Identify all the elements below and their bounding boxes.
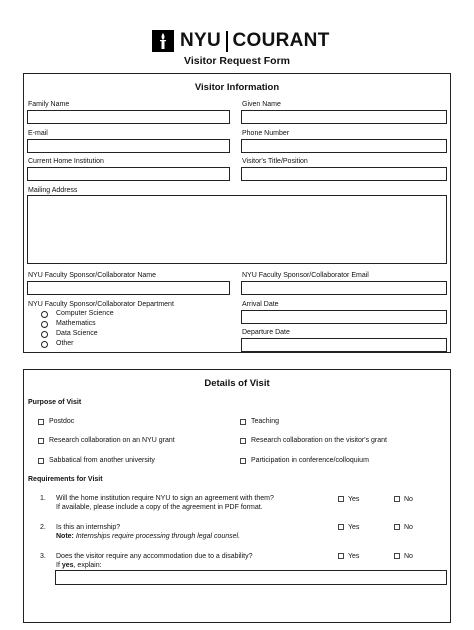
arrival-date-label: Arrival Date <box>242 301 279 308</box>
requirement-question: Is this an internship? <box>56 524 121 531</box>
requirement-1-yes-checkbox[interactable] <box>338 496 344 502</box>
sponsor-email-field[interactable] <box>241 281 447 295</box>
yes-label: Yes <box>348 524 360 531</box>
department-radio-data-science[interactable] <box>41 331 48 338</box>
department-radio-mathematics[interactable] <box>41 321 48 328</box>
mailing-address-field[interactable] <box>27 195 447 264</box>
requirement-question: Does the visitor require any accommodation due to a disability? <box>56 553 253 560</box>
yes-label: Yes <box>348 496 360 503</box>
details-of-visit-heading: Details of Visit <box>204 378 270 389</box>
requirement-number: 2. <box>40 524 46 531</box>
purpose-checkbox-postdoc[interactable] <box>38 419 44 425</box>
visitor-title-field[interactable] <box>241 167 447 181</box>
explain-prompt <box>56 561 102 570</box>
purpose-option-label: Teaching <box>251 418 280 425</box>
department-radio-other[interactable] <box>41 341 48 348</box>
requirement-number: 1. <box>40 495 46 502</box>
family-name-field[interactable] <box>27 110 230 124</box>
requirement-3-no-checkbox[interactable] <box>394 553 400 559</box>
form-title: Visitor Request Form <box>184 55 290 67</box>
requirement-instruction: If available, please include a copy of the agreement in PDF format. <box>56 504 263 511</box>
given-name-field[interactable] <box>241 110 447 124</box>
phone-field[interactable] <box>241 139 447 153</box>
home-institution-field[interactable] <box>27 167 230 181</box>
requirement-2-no-checkbox[interactable] <box>394 524 400 530</box>
department-option-label: Data Science <box>56 330 98 337</box>
requirement-3-yes-checkbox[interactable] <box>338 553 344 559</box>
no-label: No <box>404 496 413 503</box>
requirement-number: 3. <box>40 553 46 560</box>
logo-divider <box>226 31 228 52</box>
sponsor-department-label: NYU Faculty Sponsor/Collaborator Department <box>28 301 174 308</box>
explain-bold: yes <box>61 562 74 569</box>
torch-icon <box>152 30 174 52</box>
mailing-address-label: Mailing Address <box>28 187 78 194</box>
visitor-information-heading: Visitor Information <box>194 82 280 93</box>
purpose-checkbox-nyu-grant[interactable] <box>38 438 44 444</box>
arrival-date-field[interactable] <box>241 310 447 324</box>
nyu-courant-logo <box>152 29 330 53</box>
phone-label: Phone Number <box>242 130 290 137</box>
given-name-label: Given Name <box>242 101 281 108</box>
purpose-checkbox-sabbatical[interactable] <box>38 458 44 464</box>
requirements-heading: Requirements for Visit <box>28 476 103 483</box>
requirement-note <box>56 532 240 541</box>
departure-date-field[interactable] <box>241 338 447 352</box>
requirement-1-no-checkbox[interactable] <box>394 496 400 502</box>
email-field[interactable] <box>27 139 230 153</box>
department-radio-computer-science[interactable] <box>41 311 48 318</box>
purpose-checkbox-conference[interactable] <box>240 458 246 464</box>
no-label: No <box>404 553 413 560</box>
family-name-label: Family Name <box>28 101 70 108</box>
logo-nyu-text: NYU <box>180 30 222 51</box>
purpose-option-label: Postdoc <box>49 418 75 425</box>
purpose-option-label: Participation in conference/colloquium <box>251 457 369 464</box>
home-institution-label: Current Home Institution <box>28 158 104 165</box>
department-option-label: Other <box>56 340 74 347</box>
sponsor-email-label: NYU Faculty Sponsor/Collaborator Email <box>242 272 369 279</box>
department-option-label: Mathematics <box>56 320 96 327</box>
note-label: Note: <box>56 533 74 540</box>
purpose-option-label: Research collaboration on the visitor's grant <box>251 437 387 444</box>
explain-prefix: If <box>56 562 62 569</box>
sponsor-name-field[interactable] <box>27 281 230 295</box>
purpose-checkbox-visitor-grant[interactable] <box>240 438 246 444</box>
logo-courant-text: COURANT <box>232 30 330 51</box>
no-label: No <box>404 524 413 531</box>
yes-label: Yes <box>348 553 360 560</box>
purpose-option-label: Research collaboration on an NYU grant <box>49 437 175 444</box>
accommodation-explain-field[interactable] <box>55 570 447 585</box>
sponsor-name-label: NYU Faculty Sponsor/Collaborator Name <box>28 272 156 279</box>
visitor-title-label: Visitor's Title/Position <box>242 158 308 165</box>
purpose-of-visit-heading: Purpose of Visit <box>28 399 82 406</box>
note-text: Internships require processing through legal counsel. <box>73 533 241 540</box>
purpose-checkbox-teaching[interactable] <box>240 419 246 425</box>
requirement-question: Will the home institution require NYU to sign an agreement with them? <box>56 495 274 502</box>
requirement-2-yes-checkbox[interactable] <box>338 524 344 530</box>
explain-suffix: , explain: <box>73 562 102 569</box>
department-option-label: Computer Science <box>56 310 114 317</box>
purpose-option-label: Sabbatical from another university <box>49 457 155 464</box>
departure-date-label: Departure Date <box>242 329 290 336</box>
email-label: E-mail <box>28 130 48 137</box>
